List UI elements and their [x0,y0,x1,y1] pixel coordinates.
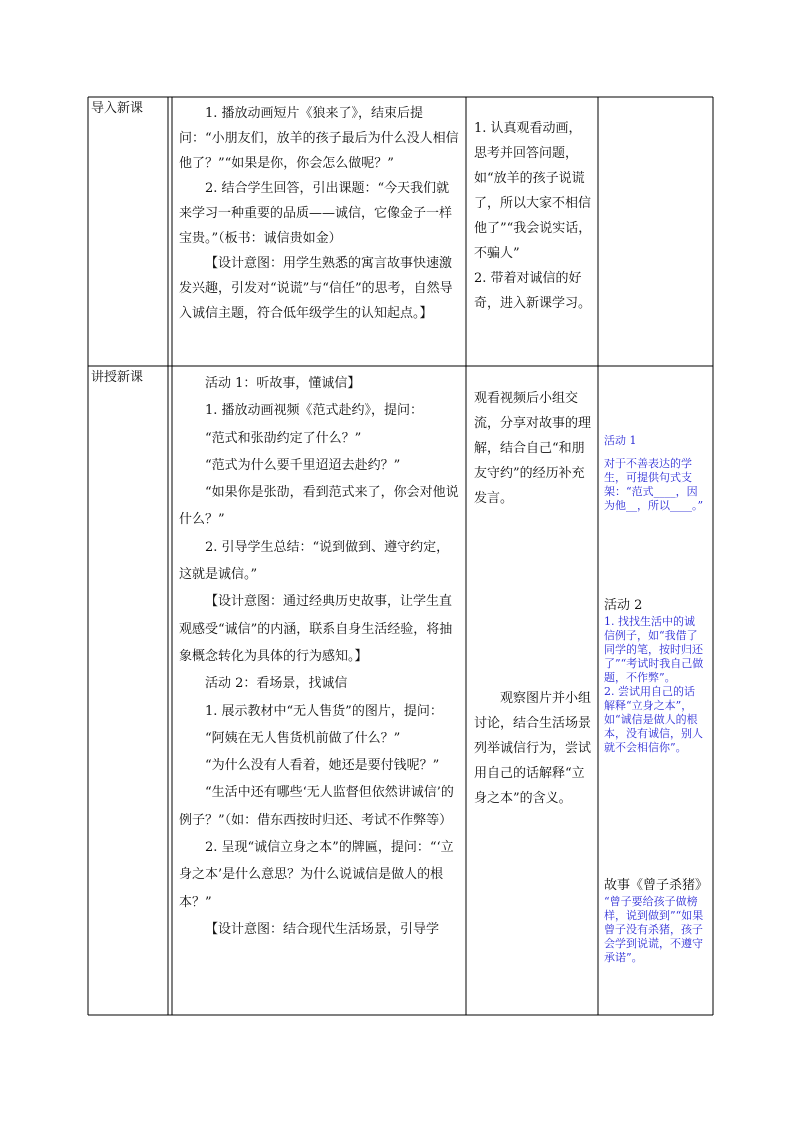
paragraph: 2. 呈现“诚信立身之本”的牌匾，提问：“‘立身之本’是什么意思？为什么说诚信是做人的根本？” [179,840,454,910]
stage-label-intro: 导入新课 [91,101,144,116]
design-intent: 【设计意图：用学生熟悉的寓言故事快速激发兴趣，引发对“说谎”与“信任”的思考，自然导入诚信主题，符合低年级学生的认知起点。】 [179,256,453,321]
paragraph: 2. 带着对诚信的好奇，进入新课学习。 [474,271,592,311]
paragraph: 2. 结合学生回答，引出课题：“今天我们就来学习一种重要的品质——诚信，它像金子一样宝贵。”（板书：诚信贵如金） [179,181,453,246]
paragraph: 1. 展示教材中“无人售货”的图片，提问： [205,703,443,719]
note-body: “曾子要给孩子做榜样，说到做到”“如果曾子没有杀猪，孩子会学到说谎，不遵守承诺”。 [604,895,704,964]
paragraph: “为什么没有人看着，她还是要付钱呢？” [205,758,440,774]
note-title: 故事《曾子杀猪》 [604,878,709,893]
note-title: 活动 1 [604,434,637,447]
paragraph: “生活中还有哪些‘无人监督但依然讲诚信’的例子？”（如：借东西按时归还、考试不作弊等） [179,785,454,828]
paragraph: 活动 2：看场景，找诚信 [205,676,348,692]
paragraph: 1. 播放动画短片《狼来了》，结束后提问：“小朋友们，放羊的孩子最后为什么没人相信他了？”“如果是你，你会怎么做呢？” [179,106,459,171]
note-story [604,877,709,965]
student-activity-intro [474,116,592,316]
paragraph: 1. 播放动画视频《范式赴约》，提问： [205,403,424,419]
paragraph: “如果你是张劭，看到范式来了，你会对他说什么？” [179,485,459,528]
student-activity-teaching-2 [474,686,592,811]
paragraph: “范式为什么要千里迢迢去赴约？” [205,457,401,473]
paragraph: “范式和张劭约定了什么？” [205,430,362,446]
paragraph: 活动 1：听故事，懂诚信】 [205,376,361,391]
paragraph: 2. 引导学生总结：“说到做到、遵守约定，这就是诚信。” [179,539,450,583]
design-intent: 【设计意图：通过经典历史故事，让学生直观感受“诚信”的内涵，联系自身生活经验，将抽象概念转化为具体的行为感知。】 [179,594,453,664]
note-title: 活动 2 [604,598,643,613]
design-intent: 【设计意图：结合现代生活场景，引导学 [205,921,440,937]
stage-label-teaching: 讲授新课 [91,370,144,385]
note-body: 1. 找找生活中的诚信例子，如“我借了同学的笔，按时归还了”“考试时我自己做题，不作弊”。 2. 尝试用自己的话解释“立身之本”，如“诚信是做人的根本，没有诚信，别人就不会相信你”。 [604,615,704,754]
note-activity-2 [604,597,704,755]
paragraph: 1. 认真观看动画，思考并回答问题，如“放羊的孩子说谎了，所以大家不相信他了”“我会说实话，不骗人” [474,121,592,261]
student-activity-teaching-1 [474,386,592,511]
paragraph: “阿姨在无人售货机前做了什么？” [205,730,401,746]
teacher-activity-intro [179,101,460,326]
note-activity-1 [604,433,704,513]
paragraph: 观看视频后小组交流，分享对故事的理解，结合自己“和朋友守约”的经历补充发言。 [474,391,592,506]
teacher-activity-teaching [179,370,460,943]
note-body: 对于不善表达的学生，可提供句式支架：“范式____，因为他__，所以____。” [604,457,704,512]
paragraph: 观察图片并小组讨论，结合生活场景列举诚信行为，尝试用自己的话解释“立身之本”的含义。 [474,691,592,806]
